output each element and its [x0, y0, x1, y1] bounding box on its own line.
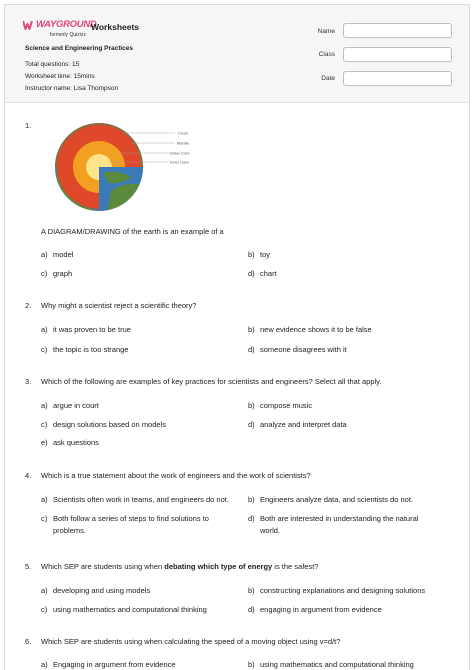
- label-inner-core: Inner Core: [170, 159, 189, 165]
- question-2-number: 2.: [25, 301, 32, 310]
- label-crust: Crust: [178, 130, 188, 136]
- question-5-number: 5.: [25, 562, 32, 571]
- worksheet-title: Science and Engineering Practices: [25, 45, 134, 52]
- wayground-logo-icon: [23, 20, 35, 30]
- total-questions: Total questions: 15: [25, 61, 80, 68]
- earth-layers-diagram: [51, 121, 201, 213]
- question-2-text: Why might a scientist reject a scientific theory?: [41, 301, 197, 310]
- question-6-number: 6.: [25, 637, 32, 646]
- question-6-text: Which SEP are students using when calculating the speed of a moving object using v=d/t?: [41, 637, 341, 646]
- question-4-text: Which is a true statement about the work of engineers and the work of scientists?: [41, 471, 311, 480]
- name-field[interactable]: [343, 23, 452, 38]
- worksheets-label: Worksheets: [91, 22, 140, 32]
- question-4-number: 4.: [25, 471, 32, 480]
- earth-globe: [55, 123, 143, 213]
- logo-subtext: formerly Quizizz: [50, 32, 86, 38]
- question-3-number: 3.: [25, 377, 32, 386]
- class-field[interactable]: [343, 47, 452, 62]
- question-1-text: A DIAGRAM/DRAWING of the earth is an example of a: [41, 227, 224, 236]
- date-field[interactable]: [343, 71, 452, 86]
- date-label: Date: [321, 75, 335, 82]
- worksheet-page: WAYGROUND formerly Quizizz Worksheets Science and Engineering Practices Total questions: 15 Worksheet time: 15mins Instructor name: Lisa Thompson Name Class Date 1. Crust Mantle Outer Core Inner Core A DIAGRAM/DRAWING of the earth is an example of a a) model b) toy c) graph d) chart 2. Why might a scientist reject a scientific theory? a) it was proven to be true b) new evidence shows it to be false c) the topic is too strange d) someone disagrees with it 3. Which of the following are examples of key practices for scientists and engineers? Select all that apply. a) argue in court b) compose music c) design solutions based on models d) analyze and interpret data e) ask questions 4. Which is a true statement about the work of engineers and the work of scientists? a) Scientists often work in teams, and engineers do not. b) Engineers analyze data, and scientists do not. c) Both follow a series of steps to find solutions to problems. d) Both are interested in understanding the natural world. 5. Which SEP are students using when debating which type of energy is the safest? a) developing and using models b) constructing explanations and designing solutions c) using mathematics and computational thinking d) engaging in argument from evidence 6. Which SEP are students using when calculating the speed of a moving object using v=d/t? a) Engaging in argument from evidence b) using mathematics and computational thinking: [4, 4, 470, 670]
- wayground-logo: [23, 17, 95, 43]
- question-5-text: Which SEP are students using when debating which type of energy is the safest?: [41, 562, 319, 571]
- name-label: Name: [317, 28, 335, 35]
- logo-text: WAYGROUND: [36, 19, 97, 30]
- instructor-name: Instructor name: Lisa Thompson: [25, 85, 119, 92]
- question-3-text: Which of the following are examples of key practices for scientists and engineers? Select all that apply.: [41, 377, 382, 386]
- class-label: Class: [318, 51, 335, 58]
- worksheet-header: [5, 5, 469, 103]
- question-1-number: 1.: [25, 121, 32, 130]
- label-outer-core: Outer Core: [170, 150, 190, 156]
- question-5-emphasis: debating which type of energy: [164, 562, 273, 571]
- worksheet-time: Worksheet time: 15mins: [25, 73, 95, 80]
- label-mantle: Mantle: [177, 140, 190, 146]
